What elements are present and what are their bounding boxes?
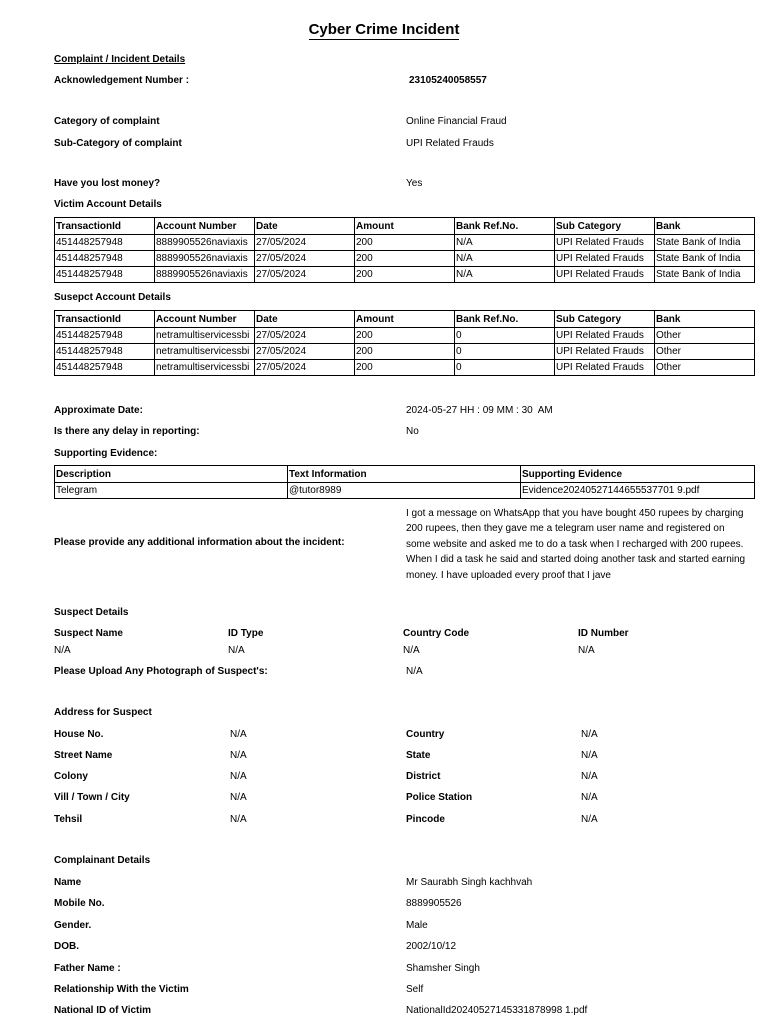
table-cell: 451448257948 — [55, 360, 155, 376]
table-cell: 27/05/2024 — [255, 235, 355, 251]
subcategory-value: UPI Related Frauds — [406, 138, 494, 149]
table-cell: netramultiservicessbi — [155, 360, 255, 376]
header-cell: Account Number — [155, 218, 255, 235]
table-cell: UPI Related Frauds — [555, 328, 655, 344]
table-cell: State Bank of India — [655, 267, 755, 283]
table-cell: 27/05/2024 — [255, 251, 355, 267]
table-cell: UPI Related Frauds — [555, 235, 655, 251]
approx-date-value: 2024-05-27 HH : 09 MM : 30 AM — [406, 405, 553, 416]
table-cell: @tutor8989 — [288, 483, 521, 499]
table-cell: 8889905526naviaxis — [155, 267, 255, 283]
complainant-field-label: Relationship With the Victim — [54, 984, 189, 995]
header-cell: Sub Category — [555, 218, 655, 235]
table-cell: netramultiservicessbi — [155, 344, 255, 360]
complainant-field-label: Gender. — [54, 920, 92, 931]
table-cell: 200 — [355, 251, 455, 267]
table-cell: State Bank of India — [655, 235, 755, 251]
header-cell: Bank Ref.No. — [455, 311, 555, 328]
category-label: Category of complaint — [54, 116, 160, 127]
national-id-file-link[interactable]: NationalId20240527145331878998 1.pdf — [406, 1005, 588, 1016]
table-cell: 451448257948 — [55, 328, 155, 344]
evidence-file-link[interactable]: Evidence20240527144655537701 9.pdf — [521, 483, 755, 499]
header-cell: Date — [255, 311, 355, 328]
address-value: N/A — [581, 729, 598, 740]
evidence-table — [54, 465, 755, 499]
complainant-section-label: Complainant Details — [54, 855, 151, 866]
suspect-accounts-label: Susepct Account Details — [54, 292, 171, 303]
table-row — [55, 360, 755, 376]
header-cell: Description — [55, 466, 288, 483]
ack-value: 23105240058557 — [409, 75, 487, 86]
delay-label: Is there any delay in reporting: — [54, 426, 200, 437]
header-cell: Bank Ref.No. — [455, 218, 555, 235]
table-cell: netramultiservicessbi — [155, 328, 255, 344]
header-cell: Supporting Evidence — [521, 466, 755, 483]
id-number-label: ID Number — [578, 628, 629, 639]
category-value: Online Financial Fraud — [406, 116, 507, 127]
table-cell: 8889905526naviaxis — [155, 235, 255, 251]
table-cell: 451448257948 — [55, 267, 155, 283]
table-cell: 27/05/2024 — [255, 344, 355, 360]
country-code-value: N/A — [403, 645, 420, 656]
complainant-field-label: Name — [54, 877, 82, 888]
address-value: N/A — [230, 792, 247, 803]
address-label: House No. — [54, 729, 104, 740]
address-label: Police Station — [406, 792, 473, 803]
header-cell: Date — [255, 218, 355, 235]
evidence-label: Supporting Evidence: — [54, 448, 158, 459]
header-cell: TransactionId — [55, 311, 155, 328]
subcategory-label: Sub-Category of complaint — [54, 138, 182, 149]
ack-label: Acknowledgement Number : — [54, 75, 190, 86]
country-code-label: Country Code — [403, 628, 470, 639]
address-value: N/A — [230, 750, 247, 761]
table-cell: 200 — [355, 267, 455, 283]
delay-value: No — [406, 426, 419, 437]
table-cell: UPI Related Frauds — [555, 251, 655, 267]
table-cell: UPI Related Frauds — [555, 344, 655, 360]
complainant-field-label: Father Name : — [54, 963, 121, 974]
title-text: Cyber Crime Incident — [308, 21, 460, 38]
header-cell: TransactionId — [55, 218, 155, 235]
table-cell: 27/05/2024 — [255, 328, 355, 344]
table-row — [55, 344, 755, 360]
table-cell: 0 — [455, 360, 555, 376]
table-cell: 451448257948 — [55, 251, 155, 267]
address-label: Tehsil — [54, 814, 83, 825]
table-cell: 451448257948 — [55, 235, 155, 251]
complainant-field-value: Self — [406, 984, 424, 995]
suspect-photo-label: Please Upload Any Photograph of Suspect's: — [54, 666, 268, 677]
address-value: N/A — [581, 771, 598, 782]
complaint-section-label: Complaint / Incident Details — [54, 54, 186, 65]
approx-date-label: Approximate Date: — [54, 405, 143, 416]
address-value: N/A — [230, 771, 247, 782]
table-cell: 451448257948 — [55, 344, 155, 360]
table-cell: 8889905526naviaxis — [155, 251, 255, 267]
id-type-label: ID Type — [228, 628, 264, 639]
table-cell: Telegram — [55, 483, 288, 499]
complainant-field-value: Male — [406, 920, 428, 931]
table-cell: 200 — [355, 328, 455, 344]
table-cell: 27/05/2024 — [255, 360, 355, 376]
address-label: Street Name — [54, 750, 113, 761]
table-header-row — [55, 311, 755, 328]
victim-accounts-label: Victim Account Details — [54, 199, 162, 210]
suspect-photo-value: N/A — [406, 666, 423, 677]
table-cell: 200 — [355, 360, 455, 376]
address-value: N/A — [581, 814, 598, 825]
header-cell: Account Number — [155, 311, 255, 328]
complainant-field-value: Mr Saurabh Singh kachhvah — [406, 877, 533, 888]
table-header-row — [55, 466, 755, 483]
table-header-row — [55, 218, 755, 235]
additional-info-label: Please provide any additional information about the incident: — [54, 537, 345, 548]
address-label: Pincode — [406, 814, 445, 825]
complainant-field-value: 2002/10/12 — [406, 941, 457, 952]
header-cell: Bank — [655, 218, 755, 235]
document-title — [0, 21, 768, 38]
suspect-accounts-table — [54, 310, 755, 376]
complainant-field-value: 8889905526 — [406, 898, 462, 909]
address-label: District — [406, 771, 441, 782]
table-cell: State Bank of India — [655, 251, 755, 267]
address-label: Colony — [54, 771, 88, 782]
victim-accounts-table — [54, 217, 755, 283]
address-label: State — [406, 750, 431, 761]
id-number-value: N/A — [578, 645, 595, 656]
table-cell: N/A — [455, 235, 555, 251]
table-cell: UPI Related Frauds — [555, 360, 655, 376]
table-cell: 27/05/2024 — [255, 267, 355, 283]
address-value: N/A — [230, 729, 247, 740]
lost-money-label: Have you lost money? — [54, 178, 161, 189]
suspect-name-label: Suspect Name — [54, 628, 123, 639]
table-cell: UPI Related Frauds — [555, 267, 655, 283]
lost-money-value: Yes — [406, 178, 423, 189]
header-cell: Amount — [355, 311, 455, 328]
table-cell: N/A — [455, 267, 555, 283]
suspect-section-label: Suspect Details — [54, 607, 129, 618]
table-cell: Other — [655, 344, 755, 360]
table-row — [55, 328, 755, 344]
table-cell: 200 — [355, 235, 455, 251]
table-row — [55, 267, 755, 283]
complainant-field-label: Mobile No. — [54, 898, 105, 909]
complainant-field-label: National ID of Victim — [54, 1005, 152, 1016]
table-cell: 0 — [455, 344, 555, 360]
complainant-field-value: Shamsher Singh — [406, 963, 480, 974]
additional-info-text: I got a message on WhatsApp that you have bought 450 rupees by charging 200 rupees, then they gave me a telegram user name and registered on some website and asked me to do a task when I recharged with 200 rupees. When I did a task he said and started doing another task and started earning money. I have uploaded every proof that I jave — [406, 508, 746, 581]
address-value: N/A — [230, 814, 247, 825]
suspect-name-value: N/A — [54, 645, 71, 656]
table-cell: N/A — [455, 251, 555, 267]
table-row — [55, 483, 755, 499]
table-cell: Other — [655, 360, 755, 376]
address-section-label: Address for Suspect — [54, 707, 152, 718]
table-cell: 200 — [355, 344, 455, 360]
address-label: Vill / Town / City — [54, 792, 130, 803]
header-cell: Amount — [355, 218, 455, 235]
table-row — [55, 235, 755, 251]
address-value: N/A — [581, 792, 598, 803]
id-type-value: N/A — [228, 645, 245, 656]
table-cell: Other — [655, 328, 755, 344]
header-cell: Bank — [655, 311, 755, 328]
address-value: N/A — [581, 750, 598, 761]
header-cell: Sub Category — [555, 311, 655, 328]
table-cell: 0 — [455, 328, 555, 344]
table-row — [55, 251, 755, 267]
address-label: Country — [406, 729, 445, 740]
complainant-field-label: DOB. — [54, 941, 79, 952]
header-cell: Text Information — [288, 466, 521, 483]
